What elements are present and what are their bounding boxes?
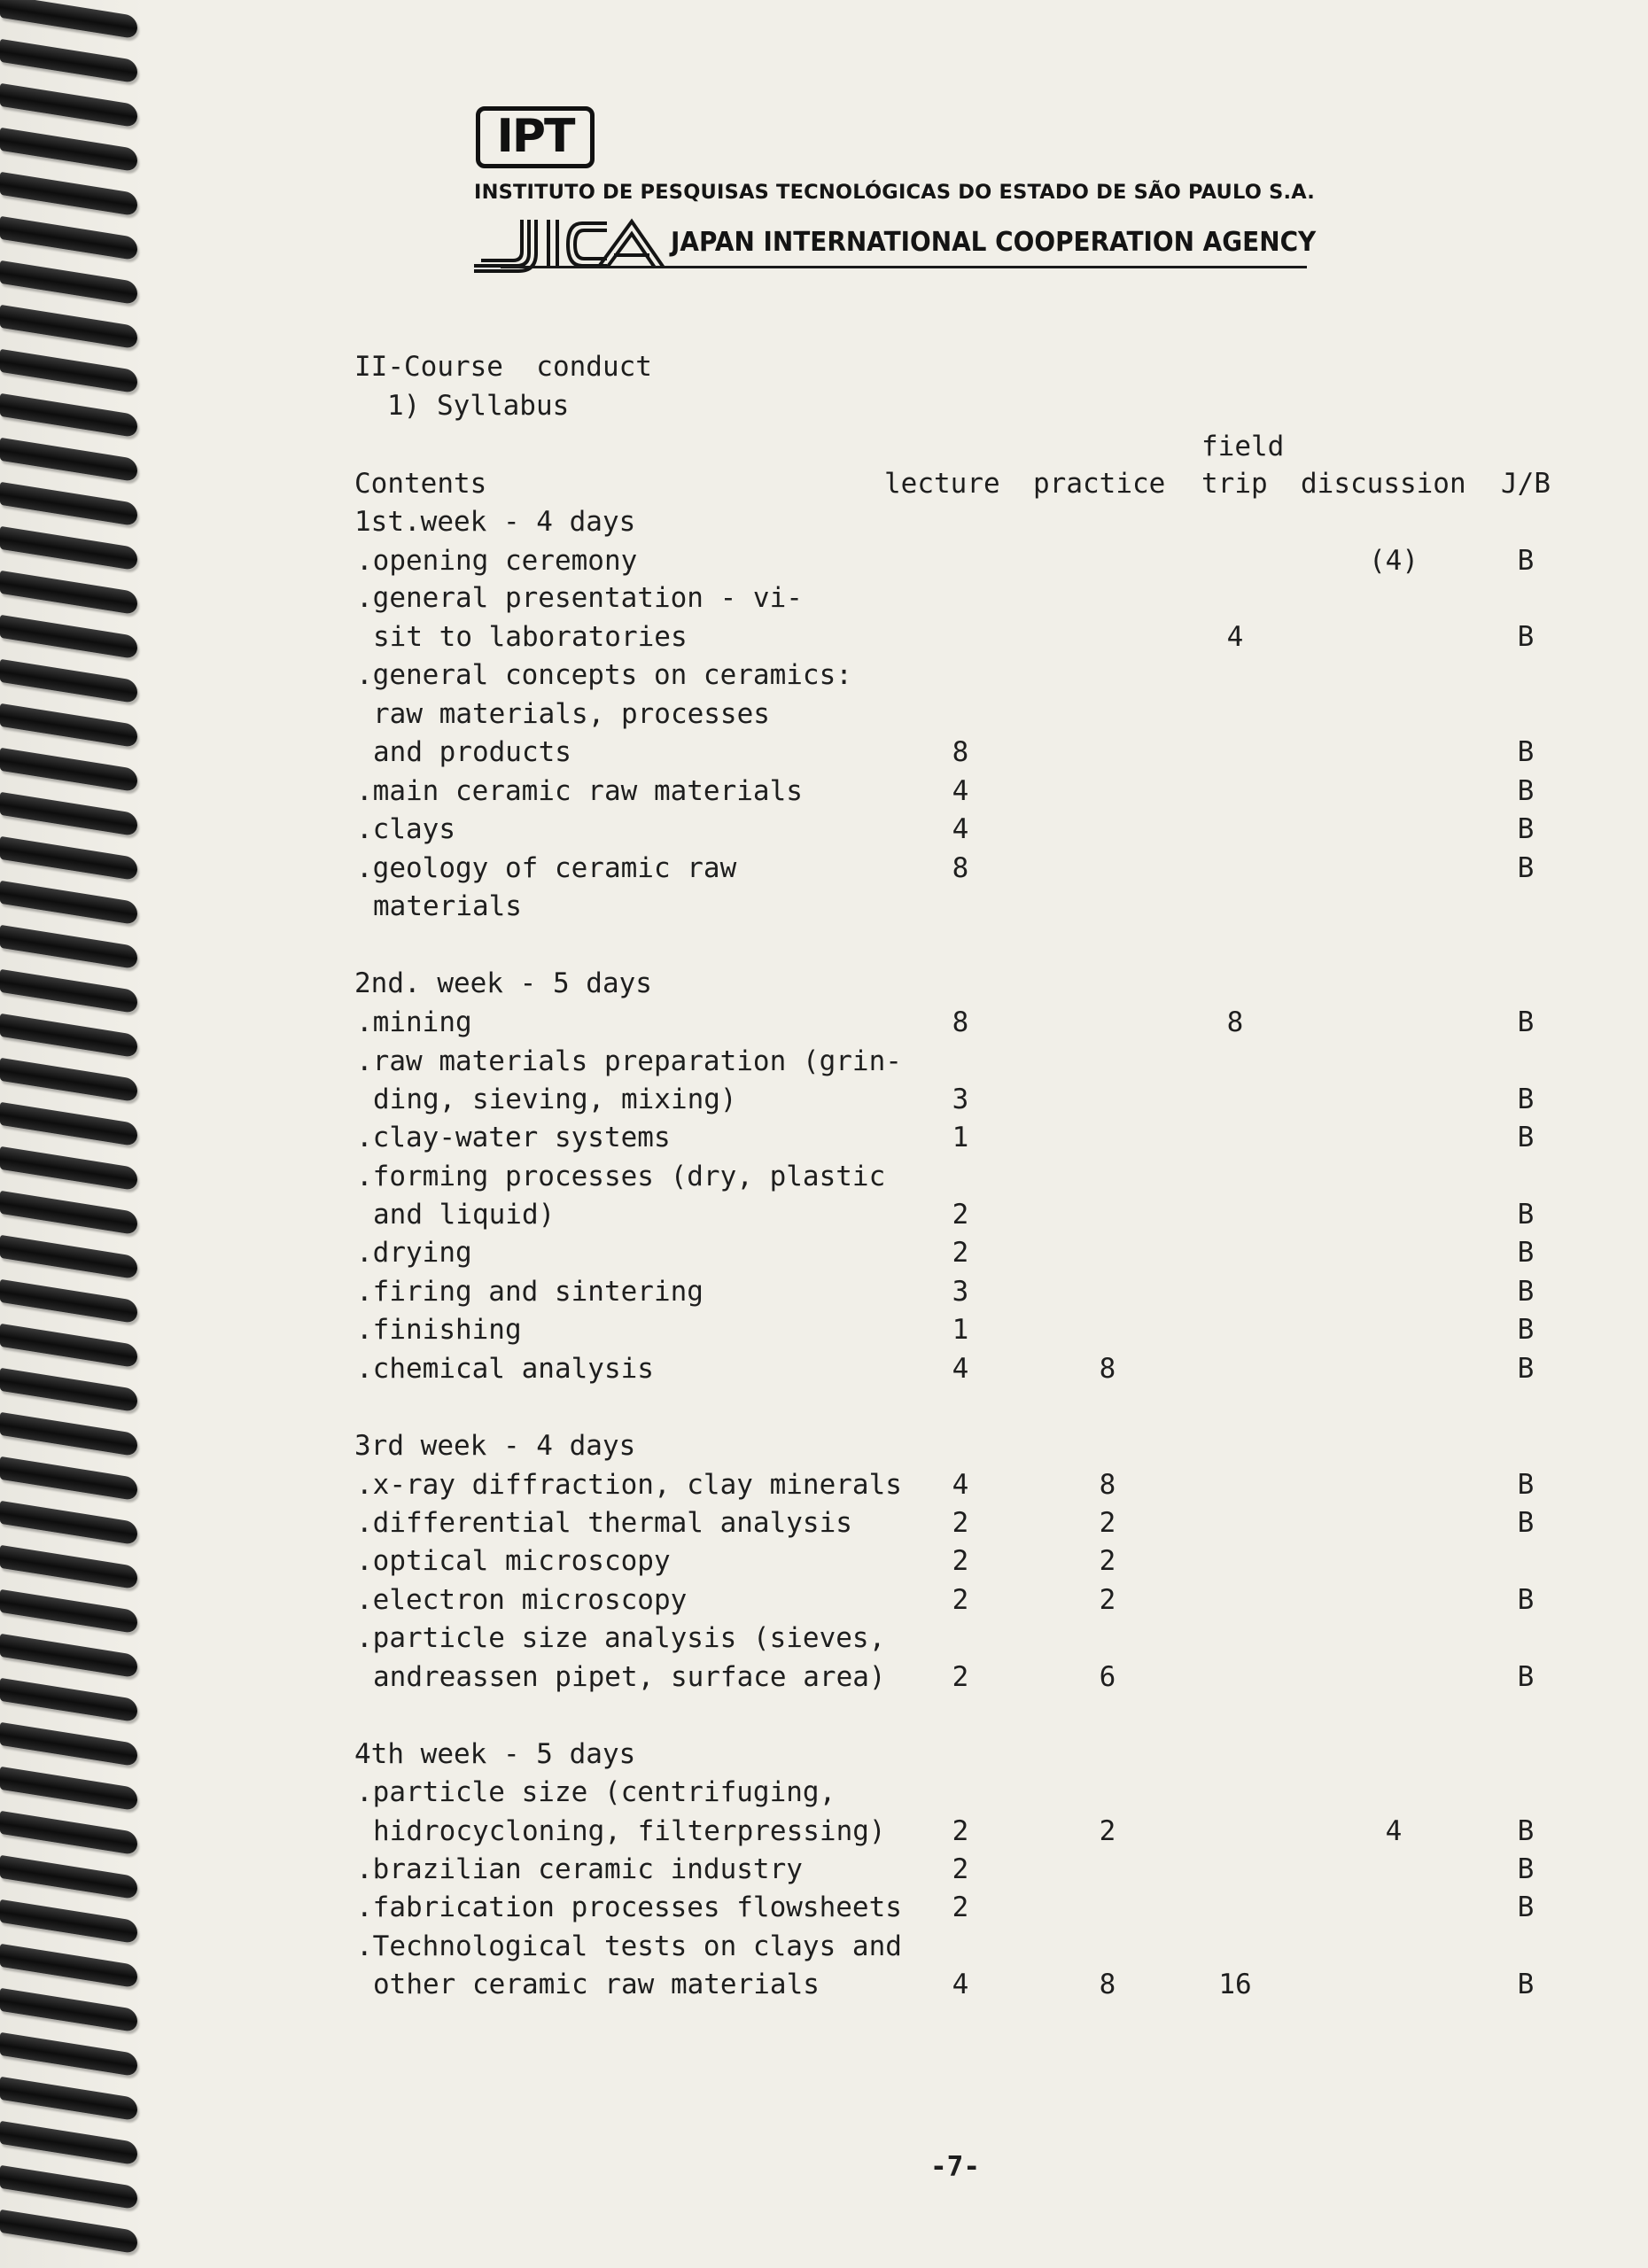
binding-coil xyxy=(0,83,137,128)
lecture-hours: 2 xyxy=(952,1199,969,1231)
lecture-hours: 1 xyxy=(952,1122,969,1153)
binding-coil xyxy=(0,1678,137,1723)
practice-hours: 8 xyxy=(1099,1353,1116,1385)
lecture-hours: 2 xyxy=(952,1891,969,1923)
syllabus-item: .electron microscopy xyxy=(356,1584,688,1616)
syllabus-item: .mining xyxy=(356,1006,472,1038)
field-trip-hours: 4 xyxy=(1226,621,1244,653)
binding-coil xyxy=(0,1058,137,1103)
syllabus-item: .finishing xyxy=(356,1314,522,1346)
binding-coil xyxy=(0,39,137,84)
binding-coil xyxy=(0,1811,137,1856)
syllabus-item: .x-ray diffraction, clay minerals xyxy=(356,1469,902,1501)
syllabus-item-continuation: hidrocycloning, filterpressing) xyxy=(373,1815,886,1847)
syllabus-item: .fabrication processes flowsheets xyxy=(356,1891,902,1923)
lecture-hours: 4 xyxy=(952,775,969,807)
jb-code: B xyxy=(1517,1507,1535,1539)
binding-coil xyxy=(0,1722,137,1767)
spiral-binding xyxy=(0,0,146,2268)
binding-coil xyxy=(0,925,137,970)
syllabus-item: .differential thermal analysis xyxy=(356,1507,852,1539)
lecture-hours: 8 xyxy=(952,736,969,768)
jb-code: B xyxy=(1517,1469,1535,1501)
binding-coil xyxy=(0,703,137,749)
binding-coil xyxy=(0,2210,137,2255)
jb-code: B xyxy=(1517,1661,1535,1693)
syllabus-item-continuation: and products xyxy=(373,736,571,768)
lecture-hours: 2 xyxy=(952,1815,969,1847)
lecture-hours: 4 xyxy=(952,1353,969,1385)
binding-coil xyxy=(0,393,137,439)
binding-coil xyxy=(0,216,137,261)
ipt-logo: IPT xyxy=(476,106,595,168)
lecture-hours: 3 xyxy=(952,1276,969,1308)
jb-code: B xyxy=(1517,852,1535,884)
discussion-hours: (4) xyxy=(1369,545,1419,577)
binding-coil xyxy=(0,482,137,527)
section-title: II-Course conduct xyxy=(354,351,652,383)
jb-code: B xyxy=(1517,1122,1535,1153)
binding-coil xyxy=(0,1191,137,1236)
lecture-hours: 4 xyxy=(952,813,969,845)
lecture-hours: 2 xyxy=(952,1853,969,1885)
jb-code: B xyxy=(1517,1815,1535,1847)
syllabus-item-continuation: raw materials, processes xyxy=(373,698,770,730)
jb-code: B xyxy=(1517,1353,1535,1385)
syllabus-item: .raw materials preparation (grin- xyxy=(356,1045,902,1077)
column-header-practice: practice xyxy=(1033,468,1166,500)
lecture-hours: 2 xyxy=(952,1237,969,1269)
binding-coil xyxy=(0,526,137,571)
page-number: -7- xyxy=(930,2151,980,2183)
lecture-hours: 8 xyxy=(952,852,969,884)
binding-coil xyxy=(0,260,137,306)
week-title: 1st.week - 4 days xyxy=(354,506,636,538)
syllabus-item: .general concepts on ceramics: xyxy=(356,659,852,691)
binding-coil xyxy=(0,1634,137,1679)
binding-coil xyxy=(0,172,137,217)
jb-code: B xyxy=(1517,1237,1535,1269)
syllabus-item: .drying xyxy=(356,1237,472,1269)
jb-code: B xyxy=(1517,1584,1535,1616)
syllabus-item: .geology of ceramic raw xyxy=(356,852,737,884)
binding-coil xyxy=(0,1855,137,1900)
lecture-hours: 2 xyxy=(952,1661,969,1693)
column-header-trip: trip xyxy=(1201,468,1268,500)
syllabus-item: .brazilian ceramic industry xyxy=(356,1853,803,1885)
syllabus-item: .particle size analysis (sieves, xyxy=(356,1622,886,1654)
binding-coil xyxy=(0,1501,137,1546)
jb-code: B xyxy=(1517,1276,1535,1308)
binding-coil xyxy=(0,305,137,350)
jb-code: B xyxy=(1517,775,1535,807)
practice-hours: 2 xyxy=(1099,1584,1116,1616)
jb-code: B xyxy=(1517,545,1535,577)
syllabus-item: .clays xyxy=(356,813,455,845)
binding-coil xyxy=(0,1412,137,1457)
syllabus-item-continuation: andreassen pipet, surface area) xyxy=(373,1661,886,1693)
syllabus-item: .main ceramic raw materials xyxy=(356,775,803,807)
week-title: 3rd week - 4 days xyxy=(354,1430,636,1462)
practice-hours: 2 xyxy=(1099,1815,1116,1847)
lecture-hours: 1 xyxy=(952,1314,969,1346)
syllabus-item-continuation: sit to laboratories xyxy=(373,621,688,653)
practice-hours: 6 xyxy=(1099,1661,1116,1693)
binding-coil xyxy=(0,2077,137,2122)
binding-coil xyxy=(0,1102,137,1147)
syllabus-item: .forming processes (dry, plastic xyxy=(356,1161,886,1192)
field-trip-hours: 8 xyxy=(1226,1006,1244,1038)
column-header-discussion: discussion xyxy=(1301,468,1466,500)
practice-hours: 8 xyxy=(1099,1969,1116,2000)
week-title: 2nd. week - 5 days xyxy=(354,967,652,999)
ipt-institute-name: INSTITUTO DE PESQUISAS TECNOLÓGICAS DO ESTADO DE SÃO PAULO S.A. xyxy=(474,181,1316,204)
syllabus-item: .optical microscopy xyxy=(356,1545,671,1577)
syllabus-item: .Technological tests on clays and xyxy=(356,1930,902,1962)
field-trip-hours: 16 xyxy=(1218,1969,1252,2000)
column-header-jb: J/B xyxy=(1501,468,1551,500)
binding-coil xyxy=(0,1456,137,1502)
binding-coil xyxy=(0,1988,137,2033)
jb-code: B xyxy=(1517,1853,1535,1885)
binding-coil xyxy=(0,792,137,837)
binding-coil xyxy=(0,659,137,704)
binding-coil xyxy=(0,2121,137,2166)
lecture-hours: 4 xyxy=(952,1969,969,2000)
practice-hours: 2 xyxy=(1099,1507,1116,1539)
binding-coil xyxy=(0,349,137,394)
practice-hours: 2 xyxy=(1099,1545,1116,1577)
jb-code: B xyxy=(1517,813,1535,845)
week-title: 4th week - 5 days xyxy=(354,1738,636,1770)
lecture-hours: 2 xyxy=(952,1584,969,1616)
column-header-field: field xyxy=(1201,431,1285,462)
jb-code: B xyxy=(1517,1199,1535,1231)
syllabus-item-continuation: other ceramic raw materials xyxy=(373,1969,820,2000)
syllabus-item: .clay-water systems xyxy=(356,1122,671,1153)
binding-coil xyxy=(0,438,137,483)
binding-coil xyxy=(0,1589,137,1635)
binding-coil xyxy=(0,1545,137,1590)
binding-coil xyxy=(0,1324,137,1369)
binding-coil xyxy=(0,2032,137,2078)
binding-coil xyxy=(0,615,137,660)
binding-coil xyxy=(0,1767,137,1812)
lecture-hours: 3 xyxy=(952,1084,969,1115)
binding-coil xyxy=(0,1014,137,1059)
syllabus-item: .opening ceremony xyxy=(356,545,638,577)
binding-coil xyxy=(0,1944,137,1989)
lecture-hours: 4 xyxy=(952,1469,969,1501)
syllabus-item: .general presentation - vi- xyxy=(356,582,803,614)
binding-coil xyxy=(0,571,137,616)
binding-coil xyxy=(0,1146,137,1192)
binding-coil xyxy=(0,748,137,793)
binding-coil xyxy=(0,969,137,1014)
binding-coil xyxy=(0,881,137,926)
binding-coil xyxy=(0,128,137,173)
binding-coil xyxy=(0,1235,137,1280)
jb-code: B xyxy=(1517,736,1535,768)
practice-hours: 8 xyxy=(1099,1469,1116,1501)
jb-code: B xyxy=(1517,1314,1535,1346)
syllabus-item-continuation: and liquid) xyxy=(373,1199,556,1231)
lecture-hours: 2 xyxy=(952,1507,969,1539)
jica-agency-name: JAPAN INTERNATIONAL COOPERATION AGENCY xyxy=(671,227,1317,258)
header-rule xyxy=(501,266,1307,268)
subsection-title: 1) Syllabus xyxy=(387,390,570,422)
discussion-hours: 4 xyxy=(1385,1815,1403,1847)
binding-coil xyxy=(0,1368,137,1413)
binding-coil xyxy=(0,2165,137,2210)
jb-code: B xyxy=(1517,1084,1535,1115)
syllabus-item: .firing and sintering xyxy=(356,1276,704,1308)
syllabus-item: .particle size (centrifuging, xyxy=(356,1776,836,1808)
jb-code: B xyxy=(1517,621,1535,653)
jb-code: B xyxy=(1517,1006,1535,1038)
binding-coil xyxy=(0,1279,137,1324)
lecture-hours: 2 xyxy=(952,1545,969,1577)
binding-coil xyxy=(0,836,137,882)
syllabus-item: .chemical analysis xyxy=(356,1353,654,1385)
binding-coil xyxy=(0,1899,137,1945)
jb-code: B xyxy=(1517,1891,1535,1923)
syllabus-item-continuation: ding, sieving, mixing) xyxy=(373,1084,737,1115)
lecture-hours: 8 xyxy=(952,1006,969,1038)
column-header-contents: Contents xyxy=(354,468,487,500)
jb-code: B xyxy=(1517,1969,1535,2000)
syllabus-item-continuation: materials xyxy=(373,890,522,922)
binding-coil xyxy=(0,0,137,39)
column-header-lecture: lecture xyxy=(884,468,1000,500)
